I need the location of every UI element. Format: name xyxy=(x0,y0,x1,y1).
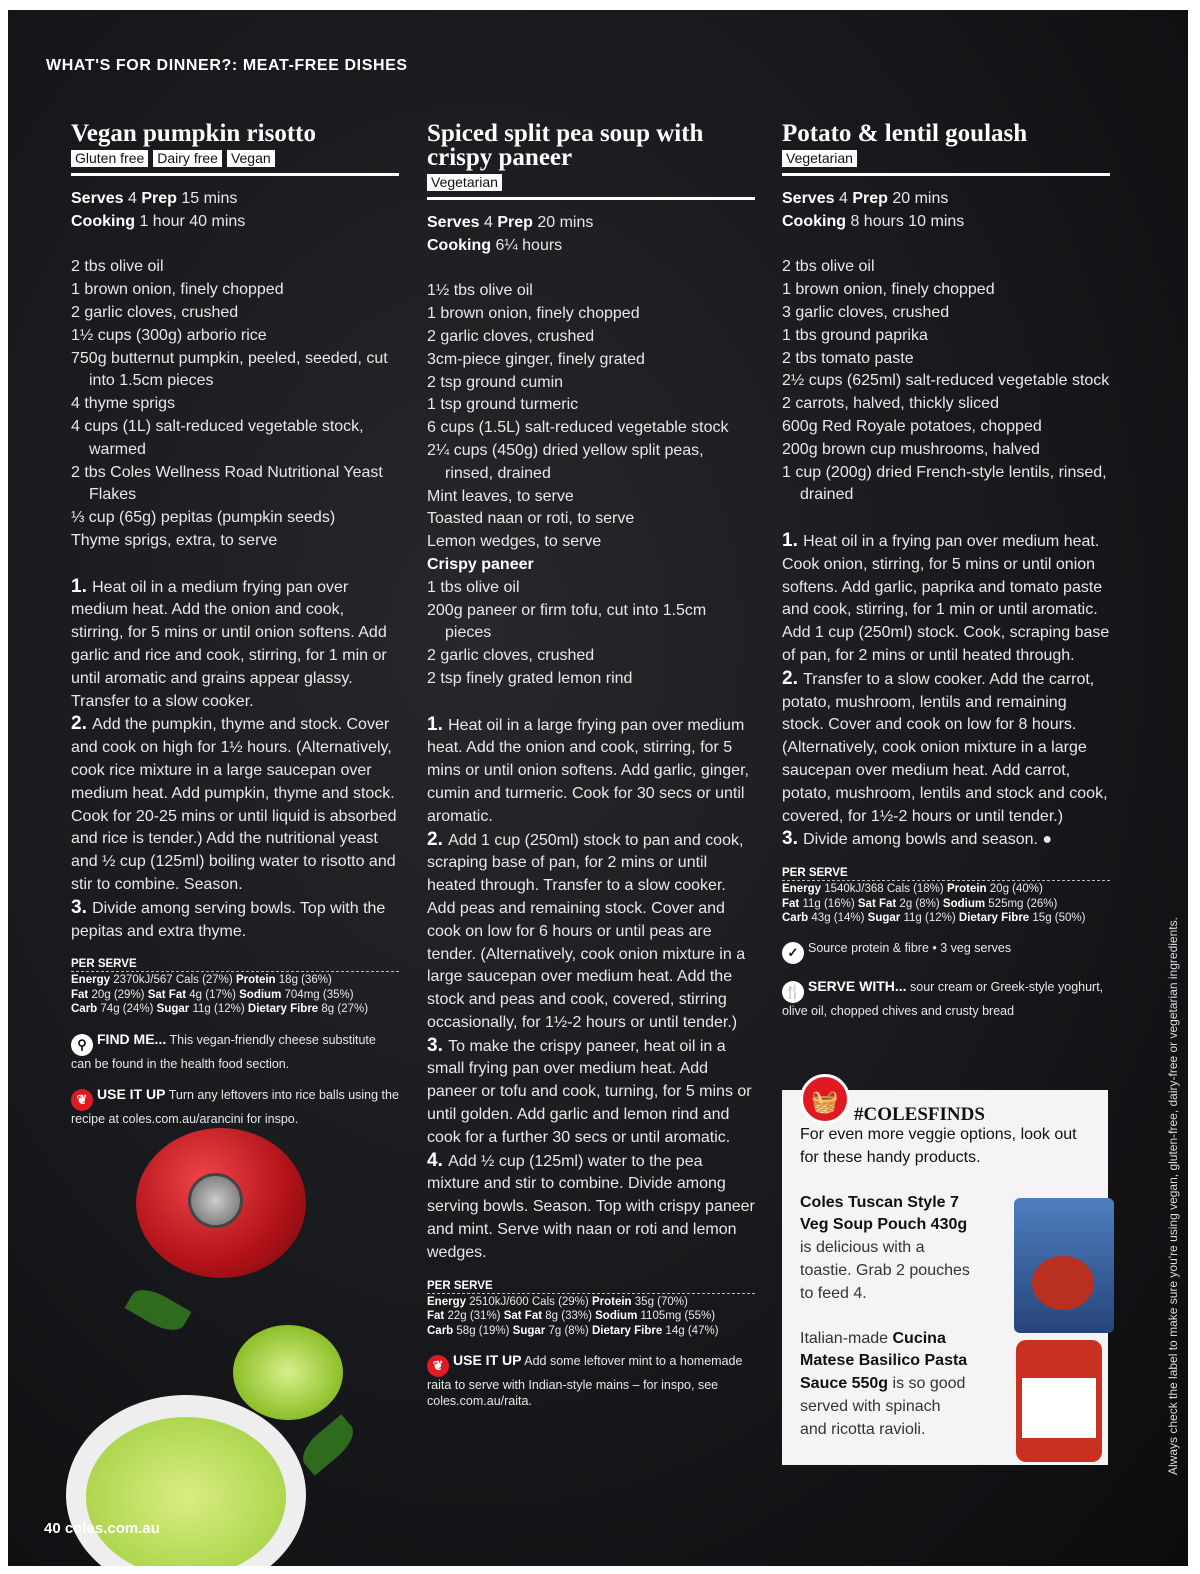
meta-label: Cooking xyxy=(782,212,846,230)
recipe-title: Spiced split pea soup with crispy paneer xyxy=(427,120,704,171)
ingredient: 2 garlic cloves, crushed xyxy=(71,303,239,321)
step-text: Heat oil in a large frying pan over medium heat. Add the onion and cook, stirring, for 5 mins or until onion softens. Add garlic, ginger, cumin and turmeric. Cook for 30 secs or until aromatic. xyxy=(427,716,749,825)
nutrient-value: 704mg (35%) xyxy=(284,988,354,1001)
nutrient-value: 8g (27%) xyxy=(321,1003,369,1016)
nutrient-label: Sugar xyxy=(867,912,901,925)
step-number: 1. xyxy=(71,575,93,597)
step-number: 3. xyxy=(427,1034,449,1056)
ingredient: 2 tbs Coles Wellness Road Nutritional Yeast Flakes xyxy=(71,463,383,504)
nutrient-value: 4g (17%) xyxy=(189,988,236,1001)
ingredient: 3cm-piece ginger, finely grated xyxy=(427,350,645,368)
nutrition-row xyxy=(782,911,1110,926)
meta-label: Cooking xyxy=(71,212,135,230)
per-serve xyxy=(782,866,1110,926)
nutrient-label: Fat xyxy=(71,988,89,1001)
ingredient: 3 garlic cloves, crushed xyxy=(782,303,950,321)
spacer xyxy=(427,258,755,281)
spacer xyxy=(782,234,1110,257)
magazine-page xyxy=(8,10,1188,1566)
meta-value: 1 hour 40 mins xyxy=(139,212,246,230)
method-step xyxy=(427,714,755,829)
nutrient-label: Energy xyxy=(71,974,110,987)
nutrient-label: Energy xyxy=(427,1295,466,1308)
ingredient: 1 tbs olive oil xyxy=(427,578,520,596)
nutrient-label: Protein xyxy=(235,974,276,987)
recipe-note xyxy=(782,978,1110,1019)
finds-intro: For even more veggie options, look out for these handy products. xyxy=(800,1126,1077,1166)
ingredient: 1 brown onion, finely chopped xyxy=(427,305,640,323)
ingredient: 2 tsp ground cumin xyxy=(427,373,564,391)
diet-tag: Vegetarian xyxy=(427,174,502,191)
meta-label: Serves xyxy=(782,190,835,207)
product-desc: is so good served with spinach and ricotta ravioli. xyxy=(800,1375,966,1438)
coles-finds-box xyxy=(782,1090,1108,1465)
nutrient-value: 20g (40%) xyxy=(989,883,1043,896)
product-name: Cucina Matese Basilico Pasta Sauce 550g xyxy=(800,1329,968,1393)
ingredient: 200g paneer or firm tofu, cut into 1.5cm pieces xyxy=(427,601,707,642)
finds-heading: #COLESFINDS xyxy=(854,1104,985,1125)
ingredient: 1½ tbs olive oil xyxy=(427,282,533,300)
product-2 xyxy=(800,1328,970,1442)
ingredient: 2 tsp finely grated lemon rind xyxy=(427,669,633,687)
nutrient-label: Dietary Fibre xyxy=(958,912,1030,925)
note-label: USE IT UP xyxy=(97,1085,166,1102)
nutrient-label: Dietary Fibre xyxy=(591,1324,663,1337)
product-1 xyxy=(800,1192,970,1306)
step-text: Add 1 cup (250ml) stock to pan and cook, scraping base of pan, for 2 mins or until heated through. Transfer to a slow cooker. Add peas and remaining stock. Cover and cook on low for 6 hours or until peas are tender. (Alternatively, cook onion mixture in a large saucepan over medium heat. Add the stock and peas and cook, covered, stirring occasionally, for 1½-2 hours or until tender.) xyxy=(427,831,746,1031)
nutrient-value: 43g (14%) xyxy=(811,912,865,925)
note-text: sour cream or Greek-style yoghurt, olive oil, chopped chives and crusty bread xyxy=(782,979,1104,1018)
note-label: USE IT UP xyxy=(453,1352,522,1369)
meta-label: Prep xyxy=(497,214,533,231)
meta-label: Prep xyxy=(852,190,888,207)
herb-leaf-image xyxy=(295,1414,360,1476)
nutrient-label: Sat Fat xyxy=(503,1310,543,1323)
meta-value: 8 hours 10 mins xyxy=(850,212,965,230)
leaf-icon: ❦ xyxy=(71,1089,93,1111)
ingredient-subheading: Crispy paneer xyxy=(427,555,534,573)
recipe-meta xyxy=(71,211,399,234)
step-text: Heat oil in a frying pan over medium heat. Cook onion, stirring, for 5 mins or until onion softens. Add garlic, paprika and tomato paste and cook, stirring, for 1 min or until aromatic. Add 1 cup (250ml) stock. Cook, scraping base of pan, for 2 mins or until heated through. xyxy=(782,532,1110,664)
title-rule xyxy=(71,173,399,176)
per-serve-label: PER SERVE xyxy=(71,958,399,972)
method-step xyxy=(427,1035,755,1150)
nutrition-row xyxy=(782,897,1110,912)
ingredient: 2 tbs olive oil xyxy=(782,258,875,276)
step-text: Transfer to a slow cooker. Add the carrot, potato, mushroom, lentils and remaining stock. Cover and cook on low for 8 hours. (Alternatively, cook onion mixture in a large saucepan over medium heat. Add carrot, potato, mushroom, lentils and stock and cook, covered, for 1½-2 hours or until tender.) xyxy=(782,670,1108,825)
recipe-meta xyxy=(427,212,755,235)
nutrient-label: Sodium xyxy=(942,897,986,910)
per-serve-label: PER SERVE xyxy=(427,1280,755,1294)
nutrition-row xyxy=(71,988,399,1003)
section-heading: WHAT'S FOR DINNER?: MEAT-FREE DISHES xyxy=(46,57,408,74)
note-text: Add some leftover mint to a homemade raita to serve with Indian-style mains – for inspo, see coles.com.au/raita. xyxy=(427,1354,743,1409)
step-number: 1. xyxy=(427,713,449,735)
nutrient-value: 2510kJ/600 Cals (29%) xyxy=(469,1295,589,1308)
nutrient-value: 35g (70%) xyxy=(634,1295,688,1308)
meta-label: Prep xyxy=(141,190,177,207)
step-text: Divide among serving bowls. Top with the pepitas and extra thyme. xyxy=(71,899,386,940)
note-text: Source protein & fibre • 3 veg serves xyxy=(808,940,1012,955)
ingredient: Thyme sprigs, extra, to serve xyxy=(71,531,278,549)
diet-tags xyxy=(782,150,1110,167)
ingredient: 2½ cups (625ml) salt-reduced vegetable stock xyxy=(782,372,1110,390)
nutrient-value: 2g (8%) xyxy=(899,897,940,910)
step-number: 2. xyxy=(782,667,804,689)
method-step xyxy=(427,1150,755,1265)
spacer xyxy=(782,507,1110,530)
nutrient-value: 18g (36%) xyxy=(278,974,332,987)
ingredient: 2 tbs olive oil xyxy=(71,258,164,276)
nutrient-value: 14g (47%) xyxy=(665,1324,719,1337)
recipe-meta xyxy=(427,235,755,258)
title-rule xyxy=(782,173,1110,176)
title-rule xyxy=(427,197,755,200)
step-text: Divide among bowls and season. ● xyxy=(803,831,1053,849)
nutrition-row xyxy=(427,1309,755,1324)
nutrient-label: Sugar xyxy=(512,1324,546,1337)
red-pot-image xyxy=(136,1128,306,1278)
method-step xyxy=(71,713,399,896)
method-step xyxy=(782,668,1110,829)
soup-pouch-image xyxy=(1014,1198,1114,1333)
page-number: 40 xyxy=(44,1520,61,1537)
meta-label: Serves xyxy=(71,190,124,207)
product-pre: Italian-made xyxy=(800,1329,889,1347)
ingredient: 4 cups (1L) salt-reduced vegetable stock, warmed xyxy=(71,417,364,458)
leaf-icon: ❦ xyxy=(427,1355,449,1377)
basket-icon: 🧺 xyxy=(800,1074,850,1124)
nutrition-row xyxy=(427,1324,755,1339)
recipe-title: Vegan pumpkin risotto xyxy=(71,120,316,147)
ingredient: 1 tsp ground turmeric xyxy=(427,396,579,414)
ingredient: Lemon wedges, to serve xyxy=(427,533,602,551)
per-serve-label: PER SERVE xyxy=(782,867,1110,881)
nutrient-value: 11g (16%) xyxy=(802,897,855,910)
nutrient-label: Carb xyxy=(71,1003,98,1016)
diet-tag: Vegetarian xyxy=(782,150,857,167)
recipe-column xyxy=(782,122,1110,1019)
step-number: 3. xyxy=(71,896,93,918)
meta-value: 20 mins xyxy=(537,214,594,231)
recipe-meta xyxy=(782,188,1110,211)
diet-tag: Vegan xyxy=(227,150,275,167)
meta-value: 6¼ hours xyxy=(495,236,563,254)
cutlery-icon: 🍴 xyxy=(782,981,804,1003)
recipe-meta xyxy=(71,188,399,211)
nutrient-value: 8g (33%) xyxy=(545,1310,592,1323)
step-text: Heat oil in a medium frying pan over medium heat. Add the onion and cook, stirring, for 5 mins or until onion softens. Add garlic and rice and cook, stirring, for 1 min or until aromatic and grains appear glassy. Transfer to a slow cooker. xyxy=(71,578,387,710)
nutrition-row xyxy=(71,1002,399,1017)
step-number: 3. xyxy=(782,828,804,850)
check-icon: ✓ xyxy=(782,942,804,964)
ingredient: 1 cup (200g) dried French-style lentils, rinsed, drained xyxy=(782,463,1107,504)
step-number: 2. xyxy=(71,713,93,735)
recipe-column xyxy=(71,122,399,1127)
disclaimer: Always check the label to make sure you're using vegan, gluten-free, dairy-free or vegetarian ingredients. xyxy=(1166,917,1180,1475)
recipe-note xyxy=(71,1031,399,1072)
nutrition-row xyxy=(782,882,1110,897)
nutrition-row xyxy=(427,1295,755,1310)
nutrient-value: 15g (50%) xyxy=(1032,912,1086,925)
nutrition-row xyxy=(71,973,399,988)
nutrient-label: Fat xyxy=(782,897,800,910)
nutrient-value: 2370kJ/567 Cals (27%) xyxy=(113,974,233,987)
recipe-title: Potato & lentil goulash xyxy=(782,120,1028,147)
nutrient-label: Sodium xyxy=(239,988,282,1001)
nutrient-label: Sat Fat xyxy=(857,897,897,910)
spacer xyxy=(71,234,399,257)
step-number: 4. xyxy=(427,1149,449,1171)
footer xyxy=(44,1520,160,1537)
nutrient-label: Protein xyxy=(591,1295,632,1308)
meta-value: 4 xyxy=(838,190,848,207)
nutrient-value: 11g (12%) xyxy=(903,912,956,925)
ingredient: 750g butternut pumpkin, peeled, seeded, cut into 1.5cm pieces xyxy=(71,349,388,390)
ingredient: ⅓ cup (65g) pepitas (pumpkin seeds) xyxy=(71,509,336,527)
nutrient-label: Sugar xyxy=(156,1003,190,1016)
ingredient: 2 carrots, halved, thickly sliced xyxy=(782,395,999,413)
nutrient-value: 58g (19%) xyxy=(456,1324,510,1337)
note-label: FIND ME... xyxy=(97,1030,167,1047)
nutrient-value: 74g (24%) xyxy=(100,1003,154,1016)
diet-tags xyxy=(71,150,399,167)
recipe-meta xyxy=(782,211,1110,234)
meta-label: Serves xyxy=(427,214,480,231)
ingredient: 2 tbs tomato paste xyxy=(782,349,914,367)
ingredient: 4 thyme sprigs xyxy=(71,395,176,413)
nutrient-label: Protein xyxy=(946,883,987,896)
ingredient: 6 cups (1.5L) salt-reduced vegetable stock xyxy=(427,419,729,437)
nutrient-label: Dietary Fibre xyxy=(247,1003,319,1016)
ingredient: 200g brown cup mushrooms, halved xyxy=(782,440,1040,458)
nutrient-value: 11g (12%) xyxy=(192,1003,245,1016)
note-text: Turn any leftovers into rice balls using the recipe at coles.com.au/arancini for inspo. xyxy=(71,1087,399,1126)
nutrient-label: Sodium xyxy=(595,1310,638,1323)
meta-value: 20 mins xyxy=(892,190,949,207)
nutrient-value: 22g (31%) xyxy=(447,1310,501,1323)
method-step xyxy=(427,829,755,1035)
recipe-note xyxy=(427,1352,755,1409)
ingredient: 2 garlic cloves, crushed xyxy=(427,327,595,345)
method-step xyxy=(71,576,399,714)
ingredient: Toasted naan or roti, to serve xyxy=(427,510,635,528)
diet-tags xyxy=(427,174,755,191)
lime-wedge-image xyxy=(233,1325,343,1420)
meta-label: Cooking xyxy=(427,236,491,254)
nutrient-label: Sat Fat xyxy=(147,988,187,1001)
ingredient: 600g Red Royale potatoes, chopped xyxy=(782,417,1042,435)
product-name: Coles Tuscan Style 7 Veg Soup Pouch 430g xyxy=(800,1193,968,1234)
footer-site: coles.com.au xyxy=(64,1520,160,1537)
nutrient-value: 20g (29%) xyxy=(91,988,145,1001)
meta-value: 4 xyxy=(483,214,493,231)
spacer xyxy=(71,553,399,576)
step-number: 1. xyxy=(782,529,804,551)
ingredient: 1½ cups (300g) arborio rice xyxy=(71,326,267,344)
nutrient-value: 525mg (26%) xyxy=(988,897,1058,910)
avocado-bowl-image xyxy=(66,1395,306,1566)
nutrient-label: Carb xyxy=(782,912,809,925)
method-step xyxy=(782,828,1110,852)
ingredient: 2 garlic cloves, crushed xyxy=(427,647,595,665)
pasta-sauce-jar-image xyxy=(1016,1340,1102,1462)
step-text: Add ½ cup (125ml) water to the pea mixture and stir to combine. Divide among serving bowls. Season. Top with crispy paneer and mint. Serve with naan or roti and lemon wedges. xyxy=(427,1152,755,1261)
nutrient-label: Energy xyxy=(782,883,821,896)
method-step xyxy=(71,897,399,944)
meta-value: 4 xyxy=(127,190,137,207)
product-desc: is delicious with a toastie. Grab 2 pouches to feed 4. xyxy=(800,1239,970,1302)
method-step xyxy=(782,530,1110,668)
ingredient: 2¼ cups (450g) dried yellow split peas, rinsed, drained xyxy=(427,441,704,482)
meta-value: 15 mins xyxy=(181,190,238,207)
diet-tag: Gluten free xyxy=(71,150,148,167)
recipe-note xyxy=(71,1086,399,1127)
per-serve xyxy=(427,1279,755,1339)
nutrient-value: 1540kJ/368 Cals (18%) xyxy=(824,883,944,896)
nutrient-label: Carb xyxy=(427,1324,454,1337)
herb-leaf-image xyxy=(125,1282,192,1338)
magnifier-icon: ⚲ xyxy=(71,1034,93,1056)
nutrient-value: 7g (8%) xyxy=(548,1324,589,1337)
ingredient: Mint leaves, to serve xyxy=(427,487,574,505)
step-number: 2. xyxy=(427,828,449,850)
spacer xyxy=(427,691,755,714)
note-label: SERVE WITH... xyxy=(808,977,907,994)
nutrient-value: 1105mg (55%) xyxy=(640,1310,716,1323)
step-text: To make the crispy paneer, heat oil in a small frying pan over medium heat. Add paneer or tofu and cook, turning, for 5 mins or until golden. Add garlic and lemon rind and cook for a further 30 secs or until aromatic. xyxy=(427,1037,752,1146)
step-text: Add the pumpkin, thyme and stock. Cover and cook on high for 1½ hours. (Alternatively, cook rice mixture in a large saucepan over medium heat. Add pumpkin, thyme and stock. Cook for 20-25 mins or until liquid is absorbed and rice is tender.) Add the nutritional yeast and ½ cup (125ml) boiling water to risotto and stir to combine. Season. xyxy=(71,716,397,893)
nutrient-label: Fat xyxy=(427,1310,445,1323)
ingredient: 1 brown onion, finely chopped xyxy=(71,281,284,299)
ingredient: 1 brown onion, finely chopped xyxy=(782,281,995,299)
recipe-column xyxy=(427,122,755,1409)
recipe-note xyxy=(782,940,1110,964)
ingredient: 1 tbs ground paprika xyxy=(782,326,928,344)
note-text: This vegan-friendly cheese substitute can be found in the health food section. xyxy=(71,1032,376,1071)
diet-tag: Dairy free xyxy=(153,150,222,167)
per-serve xyxy=(71,957,399,1017)
